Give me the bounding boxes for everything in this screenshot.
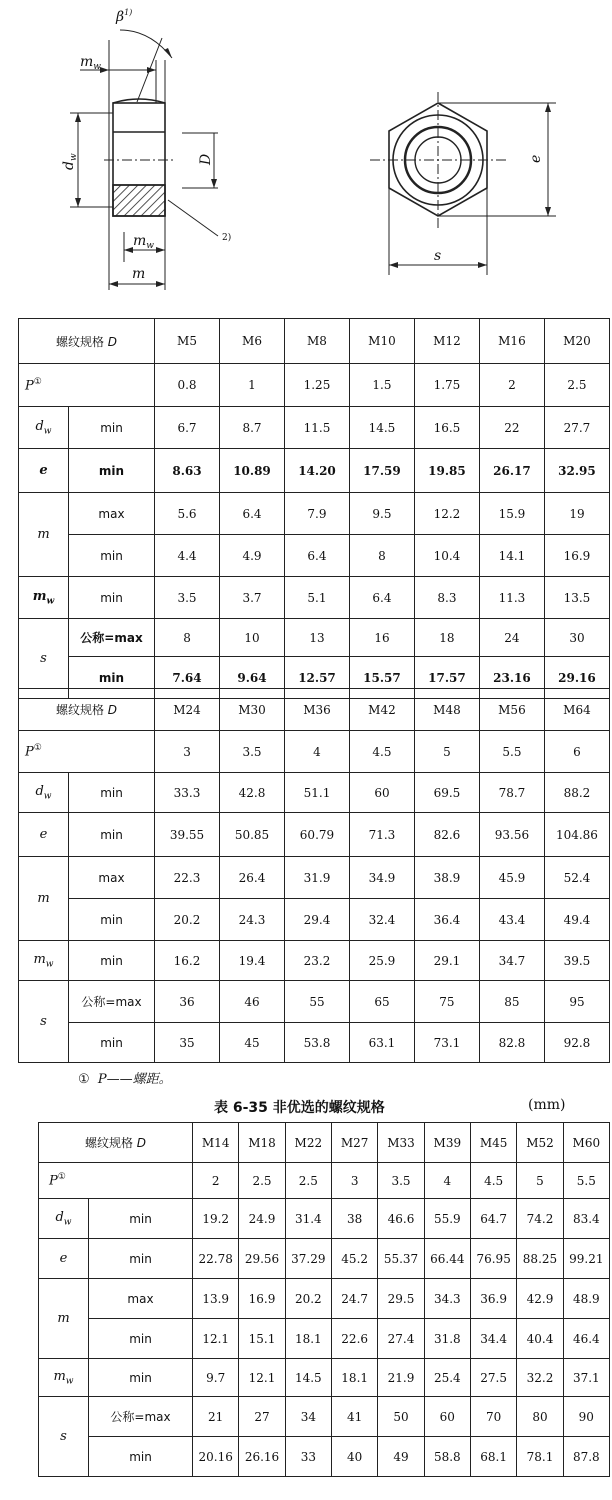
value-cell: 6.7 <box>155 407 220 449</box>
row-label-P: P① <box>19 731 155 773</box>
value-cell: 3.7 <box>220 577 285 619</box>
value-cell: 27.7 <box>544 407 609 449</box>
value-cell: 24.7 <box>332 1279 378 1319</box>
value-cell: 17.57 <box>414 657 479 699</box>
value-cell: 60.79 <box>284 813 349 857</box>
value-cell: 19.2 <box>193 1199 239 1239</box>
value-cell: 20.2 <box>155 899 220 941</box>
value-cell: 12.57 <box>284 657 349 699</box>
value-cell: 34.3 <box>424 1279 470 1319</box>
value-cell: 6 <box>544 731 609 773</box>
size-cell: M36 <box>284 689 349 731</box>
value-cell: 12.1 <box>193 1319 239 1359</box>
value-cell: 87.8 <box>563 1437 609 1477</box>
value-cell: 78.7 <box>479 773 544 813</box>
value-cell: 5.5 <box>479 731 544 773</box>
row-label-P: P① <box>19 364 155 407</box>
value-cell: 95 <box>544 981 609 1023</box>
hex-nut-drawing <box>0 0 612 306</box>
value-cell: 85 <box>479 981 544 1023</box>
value-cell: 55 <box>284 981 349 1023</box>
value-cell: 38.9 <box>414 857 479 899</box>
value-cell: 25.9 <box>349 941 414 981</box>
value-cell: 1.75 <box>414 364 479 407</box>
value-cell: 21 <box>193 1397 239 1437</box>
value-cell: 50 <box>378 1397 424 1437</box>
thread-spec-table-1 <box>18 318 610 699</box>
row-sublabel: min <box>89 1359 193 1397</box>
value-cell: 3.5 <box>378 1163 424 1199</box>
value-cell: 21.9 <box>378 1359 424 1397</box>
value-cell: 37.29 <box>285 1239 331 1279</box>
value-cell: 46.4 <box>563 1319 609 1359</box>
size-cell: M18 <box>239 1123 285 1163</box>
value-cell: 82.8 <box>479 1023 544 1063</box>
size-cell: M16 <box>479 319 544 364</box>
row-sublabel: min <box>69 535 155 577</box>
value-cell: 8.7 <box>220 407 285 449</box>
value-cell: 82.6 <box>414 813 479 857</box>
row-label-dw: $d_w$ <box>39 1199 89 1239</box>
non-preferred-thread-table <box>38 1122 610 1477</box>
value-cell: 35 <box>155 1023 220 1063</box>
value-cell: 38 <box>332 1199 378 1239</box>
row-label-m: m <box>19 857 69 941</box>
value-cell: 4.5 <box>470 1163 516 1199</box>
value-cell: 10.89 <box>220 449 285 493</box>
header-cell: 螺纹规格 D <box>19 689 155 731</box>
row-sublabel: min <box>69 813 155 857</box>
value-cell: 92.8 <box>544 1023 609 1063</box>
value-cell: 73.1 <box>414 1023 479 1063</box>
hatched-section <box>113 185 165 216</box>
value-cell: 31.8 <box>424 1319 470 1359</box>
value-cell: 30 <box>544 619 609 657</box>
header-cell: 螺纹规格 D <box>19 319 155 364</box>
value-cell: 9.64 <box>220 657 285 699</box>
value-cell: 50.85 <box>220 813 285 857</box>
value-cell: 20.2 <box>285 1279 331 1319</box>
value-cell: 90 <box>563 1397 609 1437</box>
value-cell: 9.7 <box>193 1359 239 1397</box>
value-cell: 5.5 <box>563 1163 609 1199</box>
value-cell: 63.1 <box>349 1023 414 1063</box>
value-cell: 8 <box>349 535 414 577</box>
row-sublabel: max <box>69 857 155 899</box>
value-cell: 49 <box>378 1437 424 1477</box>
value-cell: 14.1 <box>479 535 544 577</box>
label-s: s <box>434 248 442 264</box>
value-cell: 39.5 <box>544 941 609 981</box>
row-label-mw: $m_w$ <box>39 1359 89 1397</box>
value-cell: 45 <box>220 1023 285 1063</box>
value-cell: 3 <box>332 1163 378 1199</box>
value-cell: 22.78 <box>193 1239 239 1279</box>
value-cell: 18.1 <box>285 1319 331 1359</box>
label-D: D <box>198 153 214 165</box>
value-cell: 8.63 <box>155 449 220 493</box>
size-cell: M6 <box>220 319 285 364</box>
value-cell: 11.5 <box>284 407 349 449</box>
value-cell: 75 <box>414 981 479 1023</box>
size-cell: M24 <box>155 689 220 731</box>
value-cell: 3.5 <box>155 577 220 619</box>
value-cell: 58.8 <box>424 1437 470 1477</box>
value-cell: 5.1 <box>284 577 349 619</box>
value-cell: 8 <box>155 619 220 657</box>
value-cell: 16.9 <box>239 1279 285 1319</box>
value-cell: 26.17 <box>479 449 544 493</box>
value-cell: 80 <box>517 1397 563 1437</box>
value-cell: 19.4 <box>220 941 285 981</box>
value-cell: 4.5 <box>349 731 414 773</box>
size-cell: M48 <box>414 689 479 731</box>
value-cell: 53.8 <box>284 1023 349 1063</box>
value-cell: 60 <box>424 1397 470 1437</box>
row-sublabel: min <box>69 773 155 813</box>
value-cell: 46.6 <box>378 1199 424 1239</box>
value-cell: 6.4 <box>220 493 285 535</box>
value-cell: 15.9 <box>479 493 544 535</box>
value-cell: 31.4 <box>285 1199 331 1239</box>
value-cell: 40.4 <box>517 1319 563 1359</box>
row-sublabel: min <box>69 449 155 493</box>
value-cell: 19.85 <box>414 449 479 493</box>
size-cell: M45 <box>470 1123 516 1163</box>
value-cell: 83.4 <box>563 1199 609 1239</box>
value-cell: 18 <box>414 619 479 657</box>
size-cell: M22 <box>285 1123 331 1163</box>
value-cell: 37.1 <box>563 1359 609 1397</box>
row-sublabel: max <box>89 1279 193 1319</box>
row-label-s: s <box>19 981 69 1063</box>
value-cell: 51.1 <box>284 773 349 813</box>
size-cell: M5 <box>155 319 220 364</box>
value-cell: 24.3 <box>220 899 285 941</box>
value-cell: 13 <box>284 619 349 657</box>
value-cell: 6.4 <box>349 577 414 619</box>
value-cell: 22 <box>479 407 544 449</box>
value-cell: 52.4 <box>544 857 609 899</box>
label-e: e <box>528 154 544 163</box>
row-sublabel: min <box>69 407 155 449</box>
value-cell: 4.4 <box>155 535 220 577</box>
size-cell: M14 <box>193 1123 239 1163</box>
size-cell: M10 <box>349 319 414 364</box>
value-cell: 34.7 <box>479 941 544 981</box>
value-cell: 26.4 <box>220 857 285 899</box>
value-cell: 93.56 <box>479 813 544 857</box>
size-cell: M20 <box>544 319 609 364</box>
value-cell: 29.1 <box>414 941 479 981</box>
value-cell: 19 <box>544 493 609 535</box>
size-cell: M27 <box>332 1123 378 1163</box>
value-cell: 33 <box>285 1437 331 1477</box>
value-cell: 10 <box>220 619 285 657</box>
value-cell: 4 <box>284 731 349 773</box>
value-cell: 41 <box>332 1397 378 1437</box>
value-cell: 7.64 <box>155 657 220 699</box>
value-cell: 16.5 <box>414 407 479 449</box>
value-cell: 9.5 <box>349 493 414 535</box>
value-cell: 60 <box>349 773 414 813</box>
row-label-m: m <box>19 493 69 577</box>
value-cell: 5 <box>517 1163 563 1199</box>
thread-spec-table-2 <box>18 688 610 1063</box>
value-cell: 42.8 <box>220 773 285 813</box>
value-cell: 4 <box>424 1163 470 1199</box>
value-cell: 88.25 <box>517 1239 563 1279</box>
row-sublabel: min <box>69 657 155 699</box>
size-cell: M39 <box>424 1123 470 1163</box>
value-cell: 74.2 <box>517 1199 563 1239</box>
label-dw: $d_w$ <box>61 153 79 170</box>
size-cell: M60 <box>563 1123 609 1163</box>
value-cell: 65 <box>349 981 414 1023</box>
value-cell: 29.4 <box>284 899 349 941</box>
row-sublabel: min <box>89 1319 193 1359</box>
value-cell: 18.1 <box>332 1359 378 1397</box>
value-cell: 36 <box>155 981 220 1023</box>
row-sublabel: min <box>69 577 155 619</box>
value-cell: 42.9 <box>517 1279 563 1319</box>
value-cell: 49.4 <box>544 899 609 941</box>
value-cell: 5 <box>414 731 479 773</box>
row-sublabel: min <box>89 1437 193 1477</box>
value-cell: 13.9 <box>193 1279 239 1319</box>
value-cell: 29.5 <box>378 1279 424 1319</box>
label-mw-bottom: $m_w$ <box>133 233 154 251</box>
value-cell: 13.5 <box>544 577 609 619</box>
value-cell: 15.1 <box>239 1319 285 1359</box>
value-cell: 46 <box>220 981 285 1023</box>
value-cell: 71.3 <box>349 813 414 857</box>
value-cell: 11.3 <box>479 577 544 619</box>
value-cell: 2 <box>479 364 544 407</box>
value-cell: 23.16 <box>479 657 544 699</box>
value-cell: 76.95 <box>470 1239 516 1279</box>
size-cell: M42 <box>349 689 414 731</box>
row-label-mw: $m_w$ <box>19 941 69 981</box>
row-label-e: e <box>39 1239 89 1279</box>
value-cell: 22.6 <box>332 1319 378 1359</box>
value-cell: 6.4 <box>284 535 349 577</box>
value-cell: 4.9 <box>220 535 285 577</box>
value-cell: 3 <box>155 731 220 773</box>
value-cell: 2.5 <box>239 1163 285 1199</box>
footnote: ① P——螺距。 <box>78 1072 172 1087</box>
value-cell: 43.4 <box>479 899 544 941</box>
value-cell: 14.5 <box>349 407 414 449</box>
value-cell: 25.4 <box>424 1359 470 1397</box>
value-cell: 16 <box>349 619 414 657</box>
value-cell: 14.5 <box>285 1359 331 1397</box>
row-sublabel: min <box>89 1239 193 1279</box>
label-m: m <box>132 266 146 282</box>
value-cell: 55.37 <box>378 1239 424 1279</box>
value-cell: 78.1 <box>517 1437 563 1477</box>
label-note-2: 2) <box>222 233 232 243</box>
value-cell: 31.9 <box>284 857 349 899</box>
value-cell: 48.9 <box>563 1279 609 1319</box>
row-label-dw: $d_w$ <box>19 773 69 813</box>
size-cell: M33 <box>378 1123 424 1163</box>
value-cell: 88.2 <box>544 773 609 813</box>
row-label-mw: $m_w$ <box>19 577 69 619</box>
value-cell: 1 <box>220 364 285 407</box>
value-cell: 29.16 <box>544 657 609 699</box>
row-label-s: s <box>39 1397 89 1477</box>
value-cell: 15.57 <box>349 657 414 699</box>
row-sublabel: min <box>69 1023 155 1063</box>
value-cell: 12.2 <box>414 493 479 535</box>
size-cell: M52 <box>517 1123 563 1163</box>
size-cell: M64 <box>544 689 609 731</box>
value-cell: 14.20 <box>284 449 349 493</box>
value-cell: 34.9 <box>349 857 414 899</box>
label-mw-top: $m_w$ <box>80 54 101 72</box>
row-sublabel: 公称=max <box>69 981 155 1023</box>
row-label-P: P① <box>39 1163 193 1199</box>
row-label-m: m <box>39 1279 89 1359</box>
row-label-e: e <box>19 449 69 493</box>
value-cell: 99.21 <box>563 1239 609 1279</box>
value-cell: 68.1 <box>470 1437 516 1477</box>
value-cell: 39.55 <box>155 813 220 857</box>
value-cell: 2 <box>193 1163 239 1199</box>
value-cell: 40 <box>332 1437 378 1477</box>
size-cell: M8 <box>284 319 349 364</box>
value-cell: 17.59 <box>349 449 414 493</box>
size-cell: M56 <box>479 689 544 731</box>
value-cell: 8.3 <box>414 577 479 619</box>
value-cell: 2.5 <box>544 364 609 407</box>
row-sublabel: min <box>69 941 155 981</box>
value-cell: 27 <box>239 1397 285 1437</box>
value-cell: 12.1 <box>239 1359 285 1397</box>
label-beta: $\beta^{1)}$ <box>116 8 133 25</box>
value-cell: 26.16 <box>239 1437 285 1477</box>
table-unit: (mm) <box>528 1097 566 1113</box>
value-cell: 45.9 <box>479 857 544 899</box>
value-cell: 16.9 <box>544 535 609 577</box>
value-cell: 3.5 <box>220 731 285 773</box>
value-cell: 36.4 <box>414 899 479 941</box>
header-cell: 螺纹规格 D <box>39 1123 193 1163</box>
row-label-s: s <box>19 619 69 699</box>
row-label-dw: $d_w$ <box>19 407 69 449</box>
value-cell: 1.25 <box>284 364 349 407</box>
value-cell: 24 <box>479 619 544 657</box>
value-cell: 23.2 <box>284 941 349 981</box>
size-cell: M12 <box>414 319 479 364</box>
value-cell: 29.56 <box>239 1239 285 1279</box>
value-cell: 34 <box>285 1397 331 1437</box>
row-sublabel: min <box>89 1199 193 1239</box>
value-cell: 36.9 <box>470 1279 516 1319</box>
value-cell: 32.95 <box>544 449 609 493</box>
table-caption: 表 6-35 非优选的螺纹规格 <box>214 1100 385 1116</box>
value-cell: 7.9 <box>284 493 349 535</box>
row-sublabel: 公称=max <box>89 1397 193 1437</box>
value-cell: 0.8 <box>155 364 220 407</box>
row-sublabel: 公称=max <box>69 619 155 657</box>
size-cell: M30 <box>220 689 285 731</box>
value-cell: 22.3 <box>155 857 220 899</box>
value-cell: 20.16 <box>193 1437 239 1477</box>
value-cell: 16.2 <box>155 941 220 981</box>
value-cell: 1.5 <box>349 364 414 407</box>
row-sublabel: max <box>69 493 155 535</box>
value-cell: 32.4 <box>349 899 414 941</box>
value-cell: 45.2 <box>332 1239 378 1279</box>
value-cell: 69.5 <box>414 773 479 813</box>
value-cell: 2.5 <box>285 1163 331 1199</box>
row-label-e: e <box>19 813 69 857</box>
value-cell: 32.2 <box>517 1359 563 1397</box>
value-cell: 5.6 <box>155 493 220 535</box>
row-sublabel: min <box>69 899 155 941</box>
value-cell: 10.4 <box>414 535 479 577</box>
value-cell: 24.9 <box>239 1199 285 1239</box>
value-cell: 27.5 <box>470 1359 516 1397</box>
value-cell: 55.9 <box>424 1199 470 1239</box>
value-cell: 34.4 <box>470 1319 516 1359</box>
value-cell: 66.44 <box>424 1239 470 1279</box>
value-cell: 64.7 <box>470 1199 516 1239</box>
value-cell: 104.86 <box>544 813 609 857</box>
value-cell: 27.4 <box>378 1319 424 1359</box>
value-cell: 33.3 <box>155 773 220 813</box>
value-cell: 70 <box>470 1397 516 1437</box>
